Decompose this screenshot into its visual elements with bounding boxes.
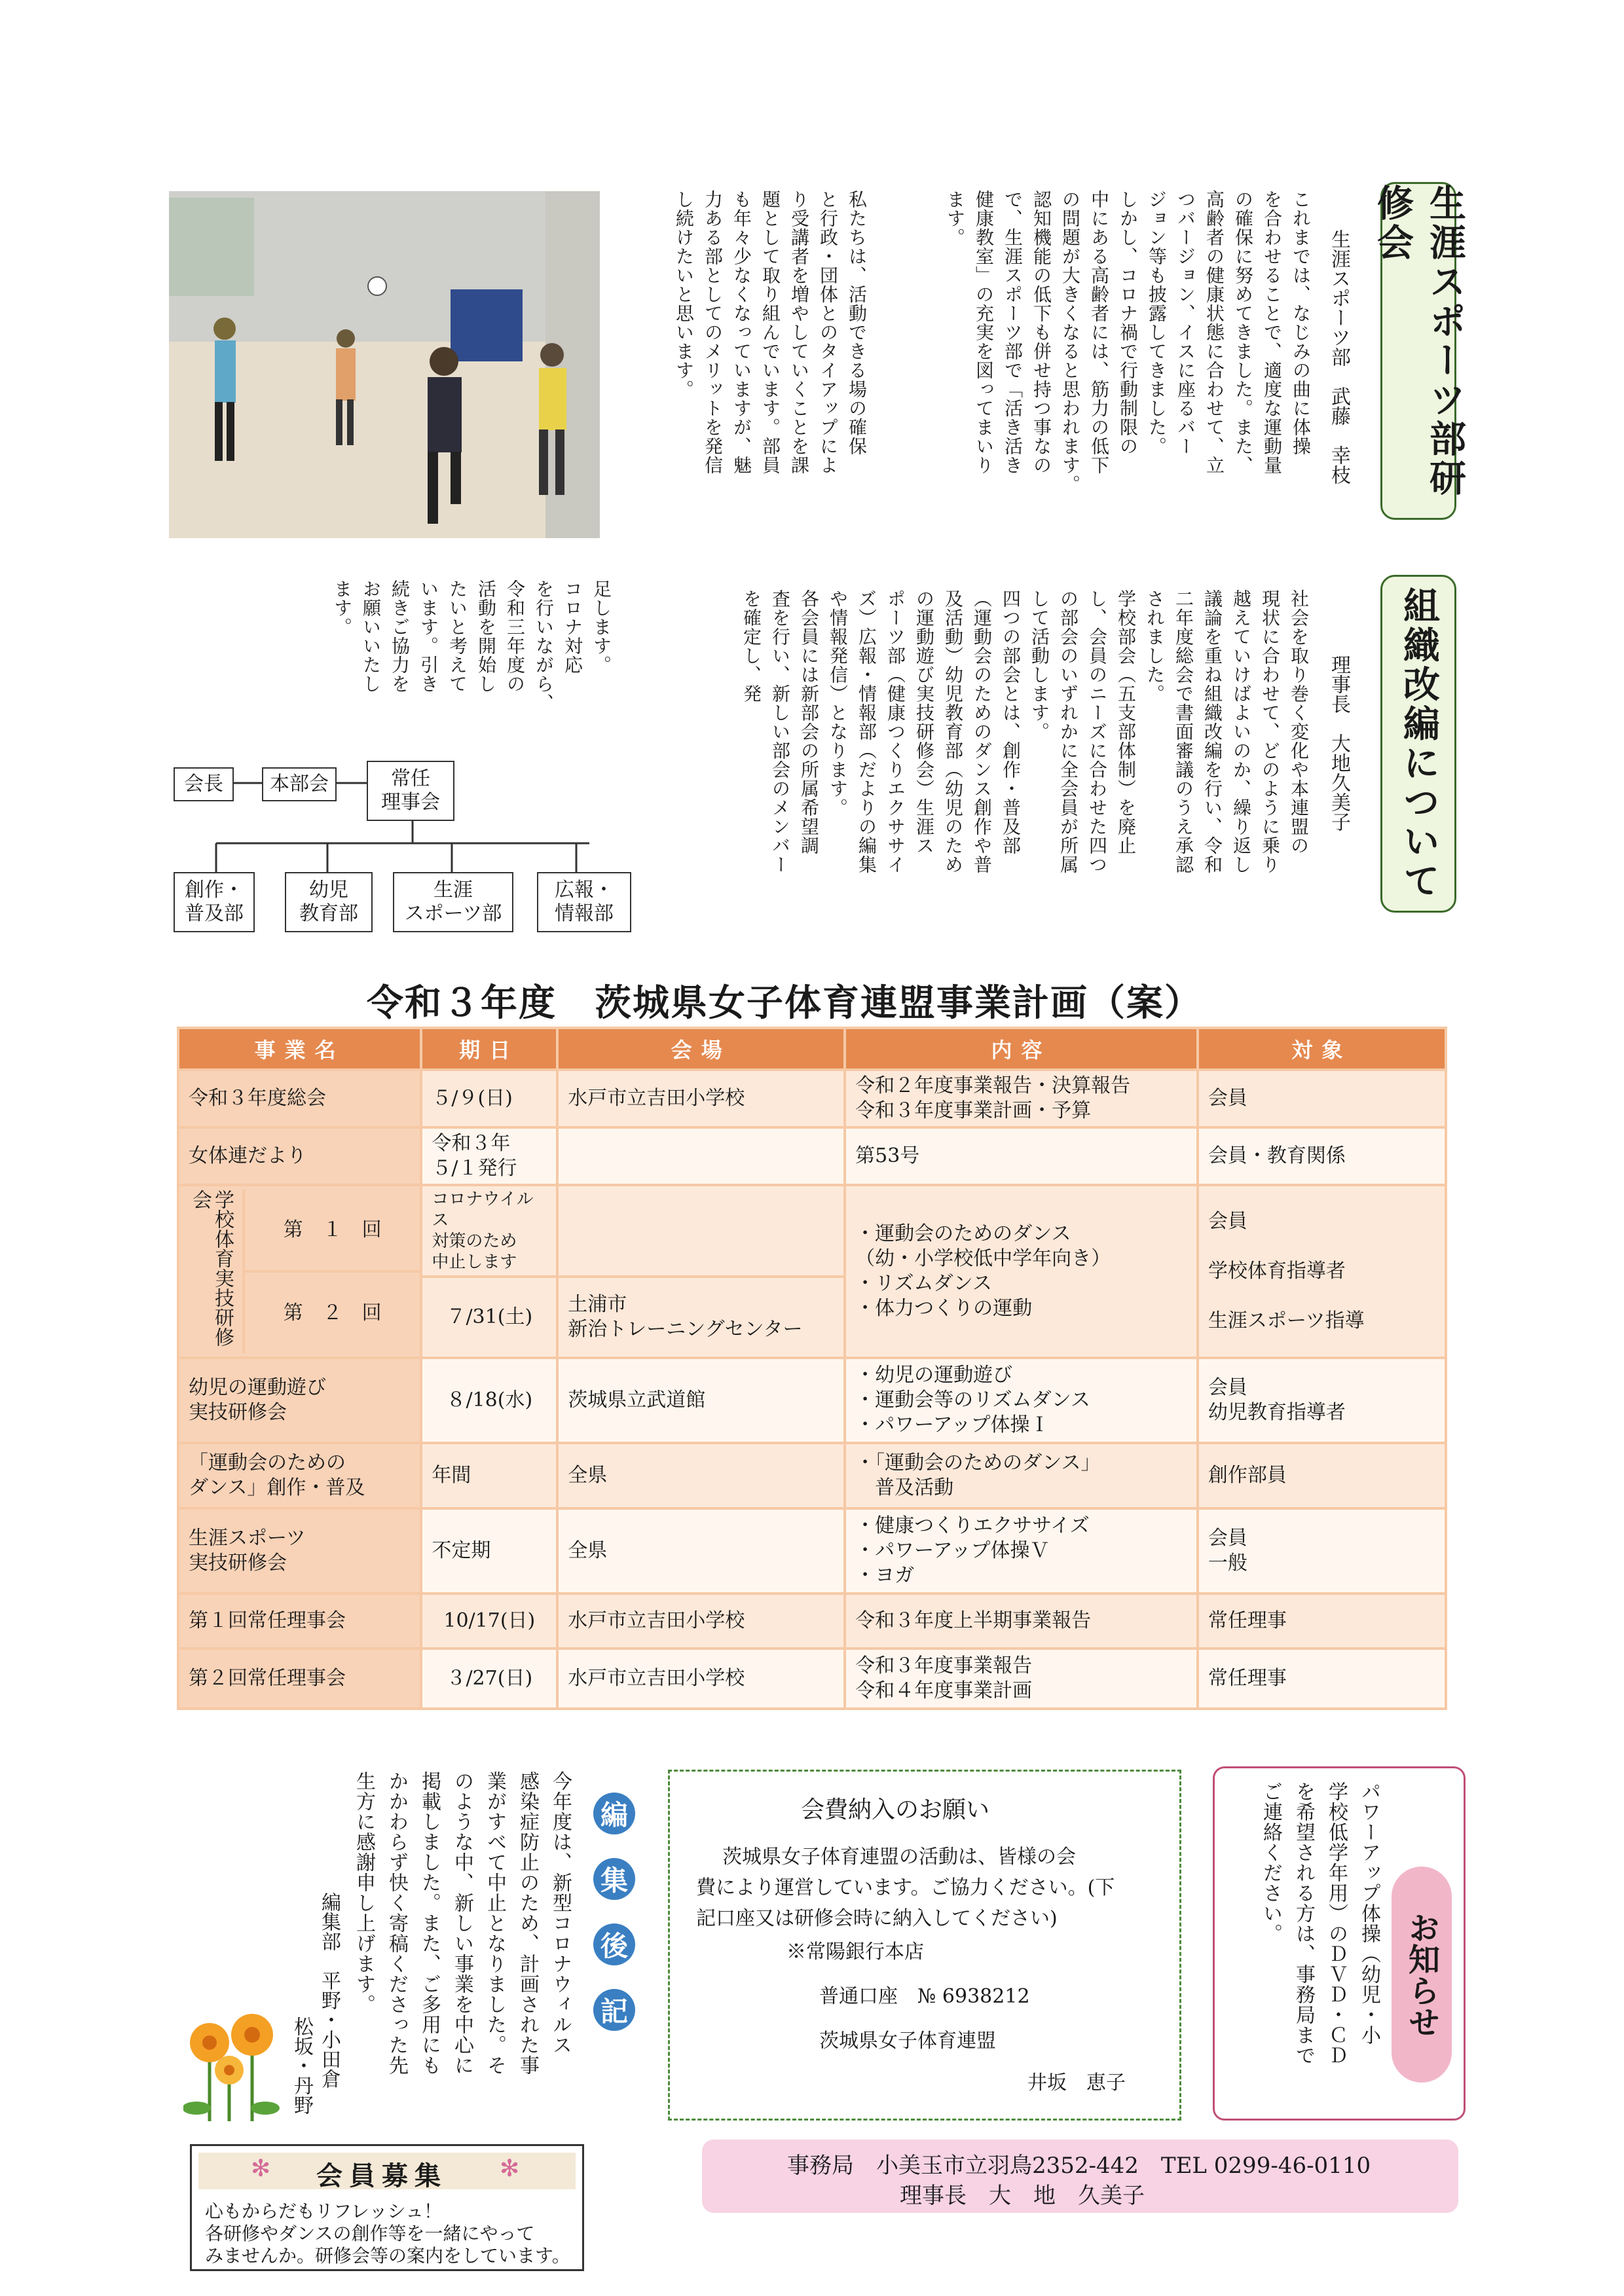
cell-content: ・「運動会のためのダンス」 普及活動 [845, 1443, 1198, 1508]
office-line-2: 理事長 大 地 久美子 [900, 2183, 1145, 2209]
cell-name: 「運動会のための ダンス」創作・普及 [178, 1443, 421, 1508]
cell-content: 令和２年度事業報告・決算報告 令和３年度事業計画・予算 [845, 1070, 1198, 1127]
cell-date: ３/27(日) [421, 1649, 557, 1709]
text-column: と行政・団体とのタイアップによ [817, 190, 839, 475]
table-row [178, 1594, 1446, 1649]
editor-body [341, 1771, 576, 2111]
editor-sign-1: 編集部 平野・小田倉 [318, 1892, 341, 2088]
text-column: ジョン等も披露してきました。 [1146, 190, 1168, 456]
header-venue: 会場 [557, 1028, 845, 1070]
org-president: 会長 [174, 767, 234, 801]
editor-heading-char-2: 集 [593, 1858, 635, 1900]
cell-date: 年間 [421, 1443, 557, 1508]
text-column: 活動を開始し [475, 579, 497, 693]
cell-name: 令和３年度総会 [178, 1070, 421, 1127]
fee-title: 会費納入のお願い [801, 1796, 990, 1823]
cell-target: 創作部員 [1198, 1443, 1446, 1508]
cell-date: 10/17(日) [421, 1594, 557, 1649]
cell-venue: 全県 [557, 1508, 845, 1594]
text-column: の問題が大きくなると思われます。 [1060, 190, 1081, 494]
org-dept-pr: 広報・ 情報部 [537, 872, 631, 932]
text-column: し続けたいと思います。 [673, 190, 695, 399]
school-round-1: 第 １ 回 [245, 1190, 420, 1273]
text-column: います。引き [418, 579, 439, 693]
cell-name: 第１回常任理事会 [178, 1594, 421, 1649]
text-column: り受講者を増やしていくことを課 [788, 190, 810, 475]
header-target: 対象 [1198, 1028, 1446, 1070]
cell-venue [557, 1185, 845, 1277]
cell-content: 令和３年度事業報告 令和４年度事業計画 [845, 1649, 1198, 1709]
notice-box [1213, 1766, 1466, 2121]
header-date: 期日 [421, 1028, 557, 1070]
text-column: 二年度総会で書面審議のうえ承認 [1173, 589, 1194, 874]
fee-holder: 茨城県女子体育連盟 [819, 2030, 996, 2052]
plan-table [177, 1027, 1447, 1710]
editor-heading-char-4: 記 [593, 1989, 635, 2031]
text-column: お願いいたし [360, 579, 382, 693]
office-bar [702, 2140, 1458, 2213]
cell-target: 会員・教育関係 [1198, 1127, 1446, 1185]
text-column: 四つの部会とは、創作・普及部 [1000, 589, 1022, 855]
text-column: し、会員のニーズに合わせた四つ [1086, 589, 1108, 874]
table-row [178, 1443, 1446, 1508]
sparkle-icon: ✻ [500, 2155, 520, 2182]
recruit-line-1: 心もからだもリフレッシュ！ [205, 2200, 443, 2222]
cell-content: ・健康つくりエクササイズ ・パワーアップ体操Ｖ ・ヨガ [845, 1508, 1198, 1594]
text-column: ズ）広報・情報部（だよりの編集 [856, 589, 877, 874]
reorg-heading: 組織改編について [1380, 575, 1456, 913]
text-column: も年々少なくなっていますが、魅 [731, 190, 752, 475]
text-column: 認知機能の低下も併せ持つ事なの [1031, 190, 1052, 475]
text-column: 査を行い、新しい部会のメンバー [769, 589, 791, 874]
text-column: 及活動）幼児教育部（幼児のため [942, 589, 964, 874]
text-column: 議論を重ね組織改編を行い、令和 [1202, 589, 1223, 874]
cell-date: ５/９(日) [421, 1070, 557, 1127]
plan-title: 令和３年度 茨城県女子体育連盟事業計画（案） [367, 982, 1202, 1025]
org-dept-creative: 創作・ 普及部 [174, 872, 255, 932]
cell-content: 令和３年度上半期事業報告 [845, 1594, 1198, 1649]
cell-date: 不定期 [421, 1508, 557, 1594]
text-column: を合わせることで、適度な運動量 [1261, 190, 1283, 475]
table-row [178, 1185, 1446, 1277]
text-column: ご連絡ください。 [1259, 1781, 1282, 1944]
text-column: ます。 [944, 190, 966, 247]
sports-body-2 [609, 190, 871, 517]
cell-content: ・幼児の運動遊び ・運動会等のリズムダンス ・パワーアップ体操Ｉ [845, 1358, 1198, 1443]
fee-line-3: 記口座又は研修会時に納入してください) [696, 1907, 1058, 1930]
fee-person: 井坂 恵子 [1027, 2071, 1126, 2094]
text-column: 続きご協力を [389, 579, 411, 693]
plan-header-row [178, 1028, 1446, 1070]
text-column: 令和三年度の [504, 579, 526, 693]
table-row [178, 1508, 1446, 1594]
header-content: 内容 [845, 1028, 1198, 1070]
editor-heading-char-1: 編 [593, 1793, 635, 1834]
cell-target: 会員 幼児教育指導者 [1198, 1358, 1446, 1443]
reorg-byline: 理事長 大地久美子 [1327, 655, 1350, 831]
editor-sign-2: 松坂・丹野 [290, 2016, 313, 2115]
text-column: 各会員には新部会の所属希望調 [798, 589, 820, 855]
dance-photo [169, 191, 600, 538]
table-row [178, 1358, 1446, 1443]
recruit-line-2: 各研修やダンスの創作等を一緒にやって [205, 2223, 535, 2244]
org-dept-early-edu: 幼児 教育部 [285, 872, 373, 932]
cell-date: コロナウイルス 対策のため 中止します [421, 1185, 557, 1277]
cell-venue: 水戸市立吉田小学校 [557, 1594, 845, 1649]
recruit-box [190, 2144, 584, 2271]
org-dept-lifelong: 生涯 スポーツ部 [393, 872, 513, 932]
text-column: ます。 [331, 579, 353, 636]
text-column: かかわらず快く寄稿くださった先 [385, 1771, 408, 2075]
text-column: や情報発信）となります。 [827, 589, 849, 817]
fee-line-1: 茨城県女子体育連盟の活動は、皆様の会 [722, 1846, 1076, 1868]
notice-body [1228, 1781, 1385, 2109]
fee-bank: ※常陽銀行本店 [786, 1941, 924, 1963]
text-column: これまでは、なじみの曲に体操 [1290, 190, 1312, 456]
text-column: ポーツ部（健康つくりエクササイ [885, 589, 906, 874]
cell-venue [557, 1127, 845, 1185]
cell-name-school [178, 1185, 421, 1358]
sports-byline: 生涯スポーツ部 武藤 幸枝 [1327, 229, 1350, 484]
text-column: 私たちは、活動できる場の確保 [846, 190, 868, 456]
text-column: 越えていけばよいのか、繰り返し [1230, 589, 1252, 874]
reorg-body [619, 589, 1313, 943]
text-column: 力ある部としてのメリットを発信 [702, 190, 724, 475]
cell-target: 常任理事 [1198, 1649, 1446, 1709]
cell-target: 会員 一般 [1198, 1508, 1446, 1594]
text-column: 現状に合わせて、どのように乗り [1259, 589, 1281, 874]
text-column: して活動します。 [1029, 589, 1050, 741]
cell-venue: 全県 [557, 1443, 845, 1508]
text-column: 足します。 [591, 579, 612, 674]
table-row [178, 1127, 1446, 1185]
text-column: のような中、新しい事業を中心に [451, 1771, 473, 2075]
text-column: 中にある高齢者には、筋力の低下 [1088, 190, 1110, 475]
reorg-body-2 [196, 579, 616, 730]
text-column: の確保に努めてきました。また、 [1232, 190, 1254, 475]
school-name: 学校体育実技研修会 [179, 1190, 245, 1353]
cell-target: 常任理事 [1198, 1594, 1446, 1649]
table-row [178, 1649, 1446, 1709]
recruit-title: 会員募集 [316, 2161, 447, 2191]
text-column: を希望される方は、事務局まで [1292, 1781, 1315, 2066]
text-column: 掲載しました。また、ご多用にも [418, 1771, 441, 2075]
cell-date: 令和３年 ５/１発行 [421, 1127, 557, 1185]
text-column: 学校低学年用）のＤＶＤ・ＣＤ [1325, 1781, 1348, 2066]
text-column: で、生涯スポーツ部で「活き活き [1002, 190, 1024, 475]
text-column: 学校部会（五支部体制）を廃止 [1115, 589, 1137, 855]
recruit-line-3: みませんか。研修会等の案内をしています。 [205, 2245, 570, 2267]
sports-heading: 生涯スポーツ部研修会 [1380, 182, 1456, 520]
text-column: を行いながら、 [533, 579, 555, 712]
text-column: 今年度は、新型コロナウィルス [549, 1771, 572, 2055]
cell-date: ８/18(水) [421, 1358, 557, 1443]
text-column: 生方に感謝申し上げます。 [352, 1771, 375, 2014]
cell-name: 女体連だより [178, 1127, 421, 1185]
sports-body [863, 190, 1315, 540]
cell-date: ７/31(土) [421, 1277, 557, 1358]
text-column: 業がすべて中止となりました。そ [483, 1771, 506, 2075]
text-column: たいと考えて [447, 579, 468, 693]
text-column: 健康教室」の充実を図ってまいり [973, 190, 995, 475]
text-column: を確定し、発 [741, 589, 762, 703]
text-column: コロナ対応 [562, 579, 583, 674]
cell-venue: 水戸市立吉田小学校 [557, 1070, 845, 1127]
text-column: 社会を取り巻く変化や本連盟の [1288, 589, 1310, 855]
text-column: つバージョン、イスに座るバー [1175, 190, 1196, 456]
notice-heading: お知らせ [1392, 1867, 1452, 2083]
school-round-2: 第 ２ 回 [283, 1301, 382, 1324]
cell-name: 第２回常任理事会 [178, 1649, 421, 1709]
text-column: （運動会のためのダンス創作や普 [971, 589, 993, 874]
header-name: 事業名 [178, 1028, 421, 1070]
cell-target: 会員 [1198, 1070, 1446, 1127]
office-line-1: 事務局 小美玉市立羽鳥2352-442 TEL 0299-46-0110 [787, 2153, 1371, 2179]
editor-heading-char-3: 後 [593, 1923, 635, 1965]
table-row [178, 1070, 1446, 1127]
text-column: しかし、コロナ禍で行動制限の [1117, 190, 1139, 456]
cell-venue: 土浦市 新治トレーニングセンター [557, 1277, 845, 1358]
fee-line-2: 費により運営しています。ご協力ください。(下 [696, 1876, 1115, 1899]
text-column: 題として取り組んでいます。部員 [760, 190, 781, 475]
cell-content: ・運動会のためのダンス （幼・小学校低中学年向き） ・リズムダンス ・体力つくりの運動 [845, 1185, 1198, 1358]
sparkle-icon: ✻ [251, 2155, 271, 2182]
text-column: の運動遊び実技研修会）生涯ス [913, 589, 935, 855]
text-column: の部会のいずれかに全会員が所属 [1058, 589, 1079, 874]
text-column: されました。 [1144, 589, 1166, 703]
cell-target: 会員 学校体育指導者 生涯スポーツ指導 [1198, 1185, 1446, 1358]
text-column: 高齢者の健康状態に合わせて、立 [1204, 190, 1225, 475]
text-column: パワーアップ体操（幼児・小 [1357, 1781, 1380, 2045]
fee-account: 普通口座 № 6938212 [819, 1985, 1030, 2008]
fee-box [668, 1770, 1181, 2121]
org-head-office: 本部会 [262, 767, 337, 801]
text-column: 感染症防止のため、計画された事 [516, 1771, 539, 2075]
org-board: 常任 理事会 [367, 761, 454, 821]
cell-name: 幼児の運動遊び 実技研修会 [178, 1358, 421, 1443]
cell-name: 生涯スポーツ 実技研修会 [178, 1508, 421, 1594]
cell-venue: 茨城県立武道館 [557, 1358, 845, 1443]
cell-content: 第53号 [845, 1127, 1198, 1185]
cell-venue: 水戸市立吉田小学校 [557, 1649, 845, 1709]
